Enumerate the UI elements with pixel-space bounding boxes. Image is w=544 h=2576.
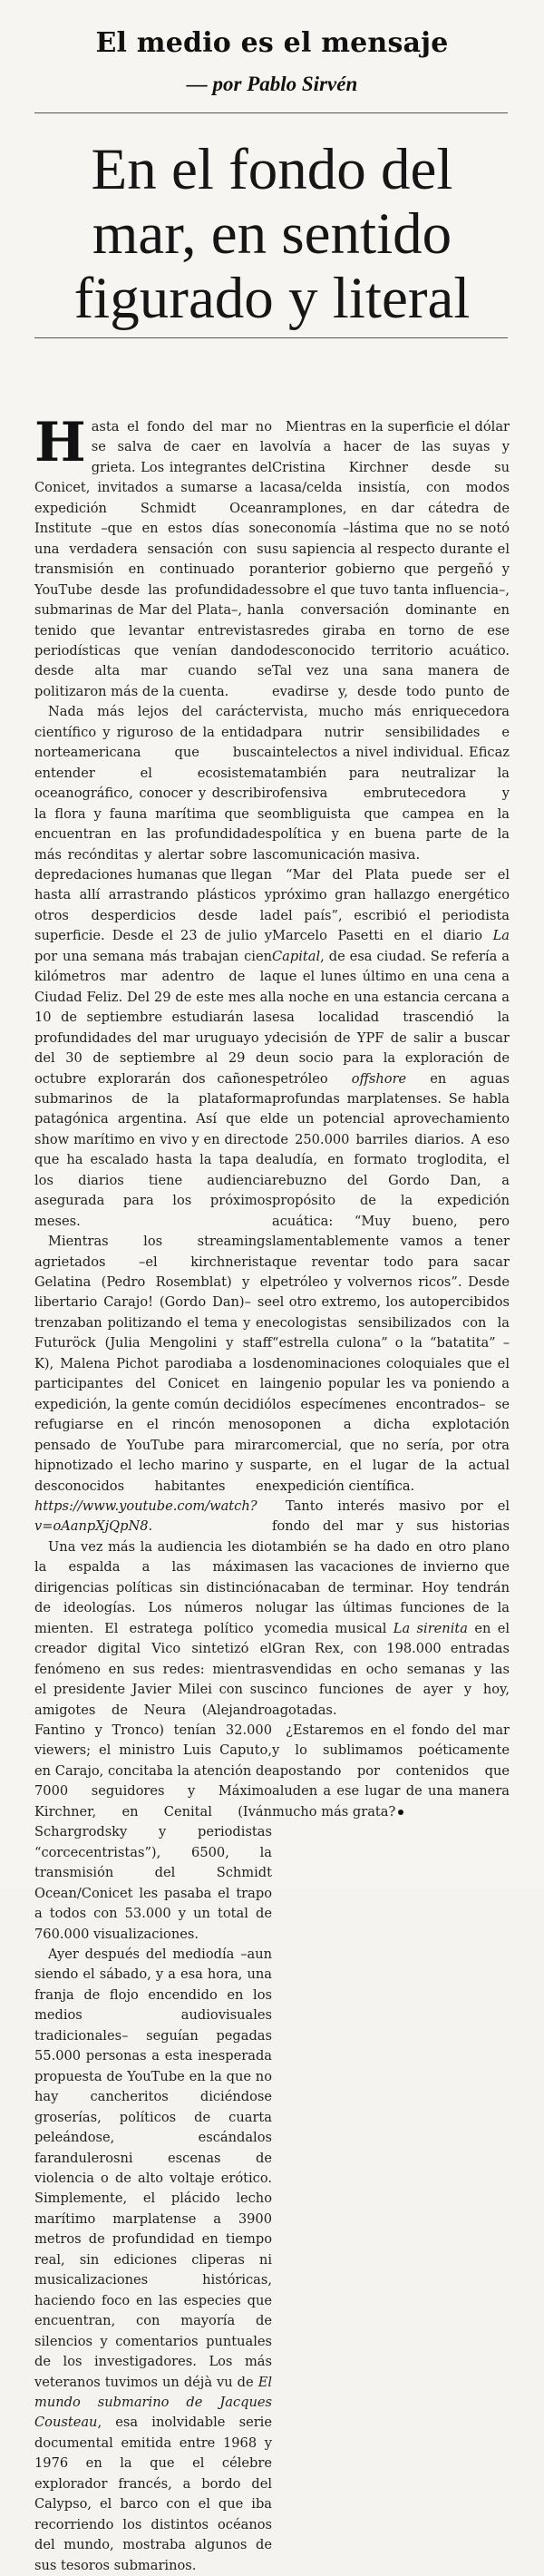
paragraph-1-text: asta el fondo del mar no se salva de caer en la grieta. Los integrantes del Conicet, invitados a sumarse a la expedición Schmidt Ocean Institute –que en estos días son una verdadera sensación con su transmisión en continuado por YouTube desde las profundidades submarinas de Mar del Plata–, han tenido que levantar entrevistas periodísticas que venían dando desde alta mar cuando se politizaron más de la cuenta.: [34, 419, 272, 699]
newspaper-name: La Capital: [272, 928, 510, 964]
drop-cap: H: [34, 411, 86, 474]
paragraph-3: [34, 1232, 272, 1537]
paragraph-8: [272, 1497, 510, 1721]
paragraph-6: Mientras en la superficie el dólar volvía a hacer de las suyas y Cristina Kirchner desde su casa/celda insistía, con modos ramplones, en dar cátedra de economía –lástima que no se notó su sapiencia al respecto durante el anterior gobierno que pergeñó y sobre el que tuvo tanta influencia–, la conversación dominante en redes giraba en torno de ese desconocido territorio acuático. Tal vez una sana manera de evadirse y, desde todo punto de vista, mucho más enriquecedora para nutrir sensibilidades e intelectos a nivel individual. Eficaz también para neutralizar la ofensiva embrutecedora y ombliguista que campea en la política y en buena parte de la comunicación masiva.: [272, 419, 510, 863]
paragraph-1: [34, 411, 272, 702]
paragraph-7-text-b: , de esa ciudad. Se refería a que el lunes último en una cena a la noche en una estancia cercana a esa localidad trascendió la decisión de YPF de salir a buscar un socio para la exploración de petróleo: [272, 948, 510, 1087]
column-section-title: El medio es el mensaje: [95, 27, 449, 59]
paragraph-7-text-c: en aguas profundas marplatenses. Se habla de un potencial aprovechamiento de 250.000 barriles diarios. A eso aludía, en formato troglodita, el rebuzno del Gordo Dan, a propósito de la expedición acuática: “Muy bueno, pero lamentablemente vamos a tener que reventar todo para sacar petróleo y volvernos ricos”. Desde el otro extremo, los autopercibidos ecologistas sensibilizados con la “estrella culona” o la “batatita” –denominaciones coloquiales que el ingenio popular les va poniendo a los especímenes encontrados– se oponen a dicha explotación comercial, que no sería, por otra parte, en el lugar de la actual expedición científica.: [272, 1070, 510, 1494]
paragraph-8-text-b: en el Gran Rex, con 198.000 entradas vendidas en ocho semanas y las cinco funciones de ayer y hoy, agotadas.: [272, 1620, 510, 1718]
paragraph-9: [272, 1721, 510, 1822]
article-headline: [36, 138, 508, 331]
paragraph-9-text: ¿Estaremos en el fondo del mar y lo sublimamos poéticamente apostando por contenidos que aluden a ese lugar de una manera mucho más grata?: [272, 1722, 510, 1820]
paragraph-3-text: Mientras los streamings agrietados –el kirchnerista Gelatina (Pedro Rosemblat) y el libertario Carajo! (Gordo Dan)– se trenzaban politizando el tema y en Futuröck (Julia Mengolini y staff K), Malena Pichot parodiaba a los participantes del Conicet en la expedición, la gente común decidió refugiarse en el rincón menos pensado de YouTube para mirar hipnotizado el lecho marino y sus desconocidos habitantes en: [34, 1234, 272, 1494]
paragraph-4: Una vez más la audiencia les dio la espalda a las máximas dirigencias políticas sin distinción de ideologías. Los números no mienten. El estratega político y creador digital Vico sintetizó el fenómeno en sus redes: mientras el presidente Javier Milei con sus amigotes de Neura (Alejandro Fantino y Tronco) tenían 32.000 viewers; el ministro Luis Caputo, en Carajo, concitaba la atención de 7000 seguidores y Máximo Kirchner, en Cenital (Iván Schargrodsky y periodistas “corcecentristas”), 6500, la transmisión del Schmidt Ocean/Conicet les pasaba el trapo a todos con 53.000 y un total de 760.000 visualizaciones.: [34, 1538, 272, 1942]
article-column-left: [34, 411, 273, 2573]
headline-line-2: mar, en sentido: [92, 201, 452, 267]
cousteau-series-title: El mundo submarino de Jacques Cousteau: [34, 2374, 273, 2431]
paragraph-5: [34, 1945, 272, 2576]
end-of-article-mark: [398, 1810, 403, 1815]
headline-line-1: En el fondo del: [91, 137, 453, 202]
paragraph-8-text-a: Tanto interés masivo por el fondo del mar y sus historias también se ha dado en otro plano en las vacaciones de invierno que acaban de terminar. Hoy tendrán lugar las últimas funciones de la comedia musical: [272, 1498, 510, 1636]
article-column-right: [272, 417, 510, 1850]
paragraph-3-end: .: [148, 1518, 153, 1535]
author-byline: — por Pablo Sirvén: [186, 73, 358, 95]
divider-rule: [34, 337, 508, 338]
paragraph-5-text-b: , esa inolvidable serie documental emitida entre 1968 y 1976 en la que el célebre explorador francés, a bordo del Calypso, el barco con el que iba recorriendo los distintos océanos del mundo, mostraba algunos de sus tesoros submarinos.: [34, 2415, 272, 2573]
headline-line-3: figurado y literal: [73, 266, 471, 331]
paragraph-5-text-a: Ayer después del mediodía –aun siendo el sábado, y a esa hora, una franja de flojo encendido en los medios audiovisuales tradicionales– seguían pegadas 55.000 personas a esta inesperada propuesta de YouTube en la que no hay cancheritos diciéndose groserías, políticos de cuarta peleándose, escándalos farandulerosni escenas de violencia o de alto voltaje erótico. Simplemente, el plácido lecho marítimo marplatense a 3900 metros de profundidad en tiempo real, sin ediciones cliperas ni musicalizaciones históricas, haciendo foco en las especies que encuentran, con mayoría de silencios y comentarios puntuales de los investigadores. Los más veteranos tuvimos un déjà vu de: [34, 1946, 272, 2390]
paragraph-7-text-a: “Mar del Plata puede ser el próximo gran hallazgo energético del país”, escribió el periodista Marcelo Pasetti en el diario: [272, 866, 510, 944]
divider-rule: [34, 112, 508, 113]
show-title: La sirenita: [393, 1620, 468, 1636]
paragraph-2: Nada más lejos del carácter científico y riguroso de la entidad norteamericana que busca entender el ecosistema oceanográfico, conocer y describir la flora y fauna marítima que se encuentran en las profundidades más recónditas y alertar sobre las depredaciones humanas que llegan hasta allí arrastrando plásticos y otros desperdicios desde la superficie. Desde el 23 de julio y por una semana más trabajan cien kilómetros mar adentro de la Ciudad Feliz. Del 29 de este mes al 10 de septiembre estudiarán las profundidades del mar uruguayo y del 30 de septiembre al 29 de octubre explorarán dos cañones submarinos de la plataforma patagónica argentina. Así que el show marítimo en vivo y en directo que ha escalado hasta la tapa de los diarios tiene audiencia asegurada para los próximos meses.: [34, 704, 272, 1229]
youtube-link[interactable]: https://www.youtube.com/watch?v=oAanpXjQpN8: [34, 1498, 257, 1535]
offshore-term: offshore: [351, 1070, 407, 1087]
paragraph-7: [272, 865, 510, 1497]
